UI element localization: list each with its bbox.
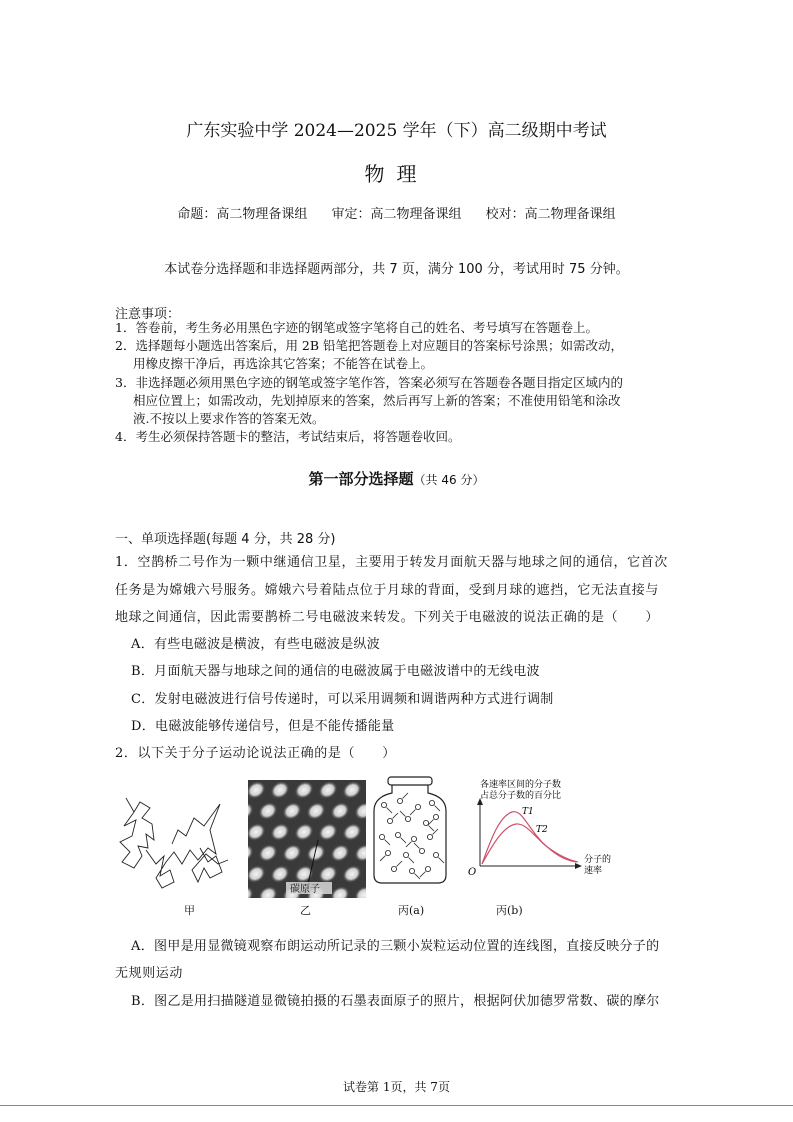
gas-molecule: [429, 800, 440, 811]
speed-distribution-graph: [464, 776, 640, 881]
q2-option-a-cont: 无规则运动: [115, 966, 184, 981]
brownian-motion-figure: [112, 790, 232, 895]
gas-molecule: [428, 814, 439, 825]
gas-molecule: [381, 802, 392, 813]
notice-item-3-cont2: 液.不按以上要求作答的答案无效。: [133, 411, 325, 426]
gas-molecule: [420, 866, 431, 877]
gas-molecule: [406, 836, 417, 847]
gas-molecule: [427, 829, 438, 840]
q1-option-c: C．发射电磁波进行信号传递时，可以采用调频和调谐两种方式进行调制: [131, 692, 554, 707]
part-title-text: 第一部分选择题: [308, 470, 414, 488]
gas-molecule: [423, 820, 434, 831]
q2-option-b: B．图乙是用扫描隧道显微镜拍摄的石墨表面原子的照片，根据阿伏加德罗常数、碳的摩尔: [131, 994, 660, 1009]
carbon-atom-label: 碳原子: [290, 884, 320, 895]
exam-intro: 本试卷分选择题和非选择题两部分，共 7 页，满分 100 分，考试用时 75 分钟。: [164, 262, 629, 277]
notice-item-3-cont1: 相应位置上；如需改动，先划掉原来的答案，然后再写上新的答案；不准使用铅笔和涂改: [133, 393, 621, 408]
part-title: [0, 468, 793, 489]
gas-molecule: [379, 834, 390, 845]
q2-stem: 2．以下关于分子运动论说法正确的是（ ）: [115, 746, 396, 761]
caption-jia: 甲: [184, 904, 195, 917]
credit-reviewer: 审定：高二物理备课组: [331, 207, 462, 222]
notice-item-2-cont: 用橡皮擦干净后，再选涂其它答案；不能答在试卷上。: [133, 356, 434, 371]
notice-item-1: 1．答卷前，考生务必用黑色字迹的钢笔或签字笔将自己的姓名、考号填写在答题卷上。: [115, 320, 598, 335]
q1-line-3: 地球之间通信，因此需要鹊桥二号电磁波来转发。下列关于电磁波的说法正确的是（ ）: [115, 610, 660, 625]
q1-line-1: 1．空鹊桥二号作为一颗中继通信卫星，主要用于转发月面航天器与地球之间的通信，它首次: [115, 555, 668, 570]
q1-option-a: A．有些电磁波是横波，有些电磁波是纵波: [131, 637, 381, 652]
graphite-stm-figure: [248, 780, 366, 898]
subject-title: 物理: [364, 162, 429, 186]
gas-molecule: [387, 813, 398, 824]
credit-author: 命题：高二物理备课组: [177, 207, 308, 222]
section-heading: 一、单项选择题(每题 4 分，共 28 分): [115, 532, 336, 547]
gas-molecule: [403, 852, 414, 863]
gas-molecule: [395, 832, 406, 843]
label-t1: T1: [522, 807, 534, 817]
q2-option-a: A．图甲是用显微镜观察布朗运动所记录的三颗小炭粒运动位置的连线图，直接反映分子的: [131, 939, 660, 954]
credit-proofreader: 校对：高二物理备课组: [485, 207, 616, 222]
graph-origin: O: [468, 867, 477, 878]
credits-line: [0, 203, 793, 222]
q1-option-d: D．电磁波能够传递信号，但是不能传播能量: [131, 719, 395, 734]
graph-xlabel-2: 速率: [584, 866, 603, 876]
gas-molecule: [433, 852, 444, 863]
caption-yi: 乙: [300, 904, 311, 917]
notice-item-2: 2．选择题每小题选出答案后，用 2B 铅笔把答题卷上对应题目的答案标号涂黑；如需改动，: [115, 338, 624, 353]
page-bottom-rule: [0, 1105, 793, 1106]
caption-bing-a: 丙(a): [398, 904, 425, 917]
gas-molecule: [391, 861, 402, 872]
graph-ylabel-2: 占总分子数的百分比: [480, 791, 562, 801]
notice-heading: 注意事项：: [115, 307, 181, 322]
x-axis-arrow-icon: [575, 863, 582, 869]
gas-molecule: [400, 811, 411, 822]
caption-bing-b: 丙(b): [496, 904, 523, 917]
graph-xlabel-1: 分子的: [584, 855, 612, 865]
gas-molecule: [380, 850, 391, 861]
q1-line-2: 任务是为嫦娥六号服务。嫦娥六号着陆点位于月球的背面，受到月球的遮挡，它无法直接与: [115, 583, 660, 598]
exam-title: 广东实验中学 2024—2025 学年（下）高二级期中考试: [186, 121, 607, 141]
part-score: （共 46 分）: [413, 473, 485, 487]
gas-molecule: [410, 804, 421, 815]
graph-ylabel-1: 各速率区间的分子数: [480, 780, 562, 790]
gas-molecule: [409, 868, 420, 879]
notice-item-3: 3．非选择题必须用黑色字迹的钢笔或签字笔作答，答案必须写在答题卷各题目指定区域内的: [115, 375, 623, 390]
label-t2: T2: [536, 825, 548, 835]
page-footer: 试卷第 1页，共 7页: [343, 1080, 450, 1094]
gas-jar-figure: [370, 775, 450, 887]
q1-option-b: B．月面航天器与地球之间的通信的电磁波属于电磁波谱中的无线电波: [131, 664, 540, 679]
gas-molecule: [414, 843, 425, 854]
notice-item-4: 4．考生必须保持答题卡的整洁，考试结束后，将答题卷收回。: [115, 429, 461, 444]
gas-molecule: [397, 793, 408, 804]
